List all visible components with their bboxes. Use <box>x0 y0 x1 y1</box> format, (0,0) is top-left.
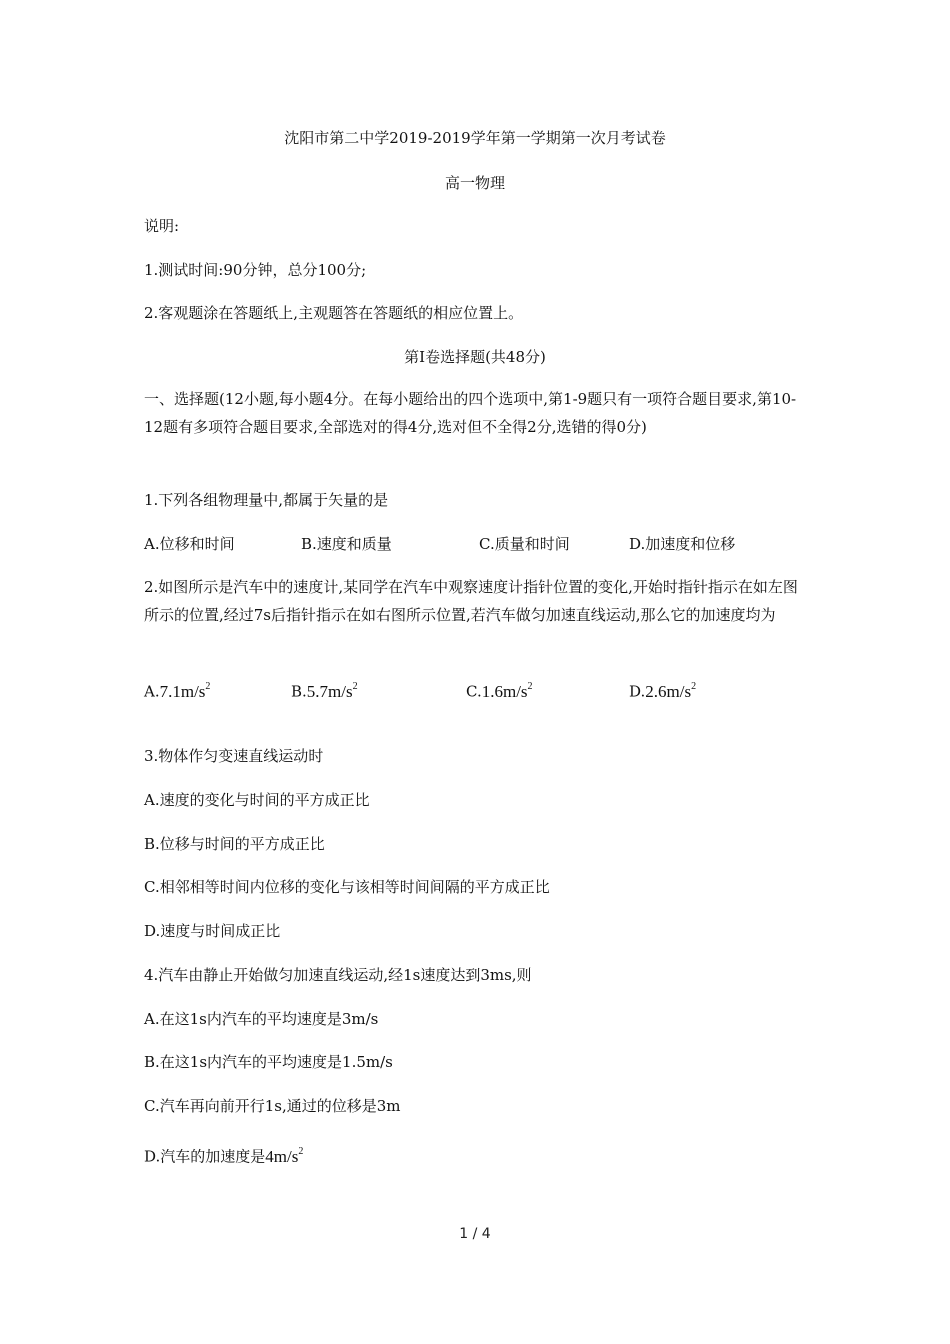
question-2-option-d <box>629 678 696 702</box>
question-4-option-c: C.汽车再向前开行1s,通过的位移是3m <box>144 1097 401 1115</box>
option-value: $1.6m/s^2$ <box>481 681 533 701</box>
page-number: 1 / 4 <box>459 1226 491 1242</box>
question-3-option-a: A.速度的变化与时间的平方成正比 <box>144 791 370 809</box>
question-1-option-c: C.质量和时间 <box>479 535 570 553</box>
question-4-option-a: A.在这1s内汽车的平均速度是3m/s <box>144 1010 379 1028</box>
option-label: D.汽车的加速度是 <box>144 1147 266 1166</box>
option-value: $2.6m/s^2$ <box>645 681 697 701</box>
exam-title: 沈阳市第二中学2019-2019学年第一学期第一次月考试卷 <box>284 129 666 147</box>
section-description: 一、选择题(12小题,每小题4分。在每小题给出的四个选项中,第1-9题只有一项符合题目要求,第10-12题有多项符合题目要求,全部选对的得4分,选对但不全得2分,选错的得0分) <box>144 390 797 436</box>
question-1-stem: 1.下列各组物理量中,都属于矢量的是 <box>144 491 389 509</box>
question-3-option-c: C.相邻相等时间内位移的变化与该相等时间间隔的平方成正比 <box>144 878 550 896</box>
question-2-option-b <box>291 678 358 702</box>
question-2-option-a <box>144 678 210 702</box>
subject-title: 高一物理 <box>444 174 505 192</box>
option-label: C. <box>466 682 482 701</box>
instructions-heading: 说明: <box>144 217 180 235</box>
option-label: B. <box>291 682 307 701</box>
option-value: $5.7m/s^2$ <box>306 681 358 701</box>
option-label: A. <box>144 682 160 701</box>
option-value: $4m/s^2$ <box>265 1146 304 1166</box>
question-3-stem: 3.物体作匀变速直线运动时 <box>144 747 324 765</box>
question-3-option-b: B.位移与时间的平方成正比 <box>144 835 325 853</box>
question-1-option-a: A.位移和时间 <box>144 535 235 553</box>
question-1-option-b: B.速度和质量 <box>301 535 392 553</box>
question-4-option-b: B.在这1s内汽车的平均速度是1.5m/s <box>144 1053 393 1071</box>
question-2-stem: 2.如图所示是汽车中的速度计,某同学在汽车中观察速度计指针位置的变化,开始时指针指示在如左图所示的位置,经过7s后指针指示在如右图所示位置,若汽车做匀加速直线运动,那么它的加速度均为 <box>144 578 798 624</box>
option-label: D. <box>629 682 646 701</box>
instruction-item: 2.客观题涂在答题纸上,主观题答在答题纸的相应位置上。 <box>144 304 524 322</box>
option-value: $7.1m/s^2$ <box>159 681 211 701</box>
section-title: 第Ⅰ卷选择题(共48分) <box>404 348 546 366</box>
question-4-stem: 4.汽车由静止开始做匀加速直线运动,经1s速度达到3ms,则 <box>144 966 532 984</box>
question-4-option-d <box>144 1143 303 1167</box>
instruction-item: 1.测试时间:90分钟，总分100分; <box>144 261 367 279</box>
question-3-option-d: D.速度与时间成正比 <box>144 922 281 940</box>
question-2-option-c <box>466 678 533 702</box>
question-1-option-d: D.加速度和位移 <box>629 535 736 553</box>
